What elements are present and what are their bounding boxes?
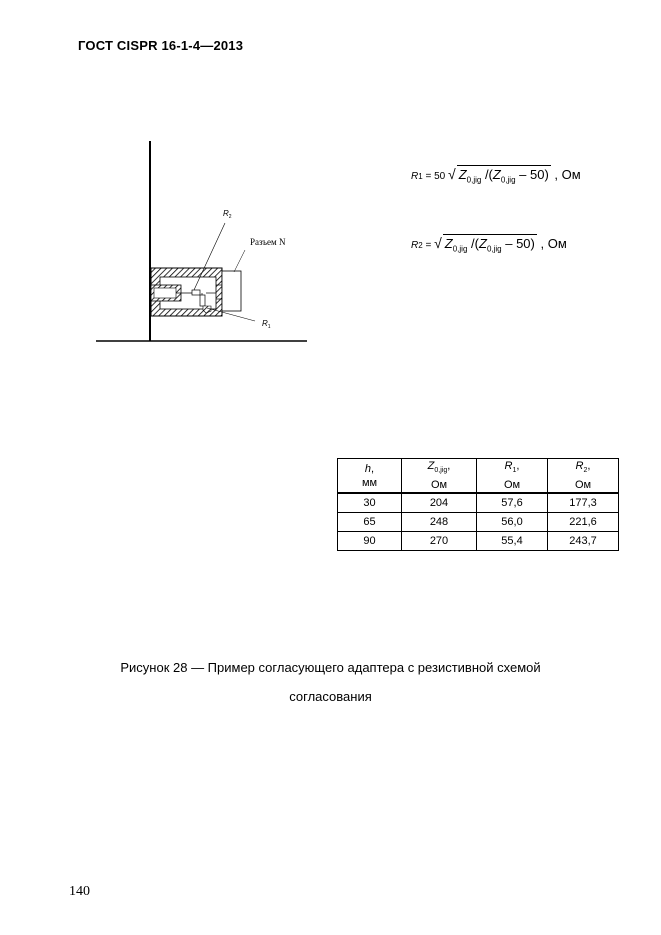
caption-line-2: согласования bbox=[289, 689, 372, 704]
header-r1: $R_1$, Ом bbox=[477, 459, 548, 494]
table-cell: 56,0 bbox=[477, 513, 548, 532]
table-cell: 65 bbox=[338, 513, 402, 532]
adapter-diagram bbox=[90, 135, 320, 350]
page-number: 140 bbox=[69, 884, 90, 899]
r1-label: $R_1$ bbox=[262, 319, 271, 330]
document-header: ГОСТ CISPR 16-1-4—2013 bbox=[78, 38, 244, 53]
table-row bbox=[338, 493, 619, 513]
square-root: √ $Z_{0,jig}$ $/(Z_{0,jig} - 50)$ bbox=[434, 235, 535, 254]
table-cell: 243,7 bbox=[548, 532, 619, 551]
table-header-row bbox=[338, 459, 619, 494]
caption-line-1: Рисунок 28 — Пример согласующего адаптера с резистивной схемой bbox=[120, 660, 541, 675]
table-cell: 57,6 bbox=[477, 493, 548, 513]
figure-caption bbox=[0, 653, 661, 711]
r2-formula: R 2 = √ $Z_{0,jig}$ $/(Z_{0,jig} - 50)$ , Ом bbox=[411, 235, 567, 254]
table-cell: 30 bbox=[338, 493, 402, 513]
square-root: √ $Z_{0,jig}$ $/(Z_{0,jig} - 50)$ bbox=[448, 166, 549, 185]
header-z0jig: $Z_{0,jig}$, Ом bbox=[402, 459, 477, 494]
values-table bbox=[337, 458, 619, 551]
r2-resistor bbox=[192, 290, 200, 295]
table-row bbox=[338, 513, 619, 532]
table-cell: 204 bbox=[402, 493, 477, 513]
n-connector bbox=[222, 271, 241, 311]
table-cell: 221,6 bbox=[548, 513, 619, 532]
r1-formula: R 1 = 50 √ $Z_{0,jig}$ $/(Z_{0,jig} - 50)$ , Ом bbox=[411, 166, 581, 185]
table-cell: 177,3 bbox=[548, 493, 619, 513]
table-cell: 270 bbox=[402, 532, 477, 551]
header-h: h, мм bbox=[338, 459, 402, 494]
header-r2: $R_2$, Ом bbox=[548, 459, 619, 494]
r1-resistor bbox=[200, 295, 205, 306]
table-cell: 248 bbox=[402, 513, 477, 532]
r2-label: $R_2$ bbox=[223, 209, 232, 220]
table-cell: 55,4 bbox=[477, 532, 548, 551]
connector-label: Разъем N bbox=[250, 237, 286, 247]
table-row bbox=[338, 532, 619, 551]
table-cell: 90 bbox=[338, 532, 402, 551]
